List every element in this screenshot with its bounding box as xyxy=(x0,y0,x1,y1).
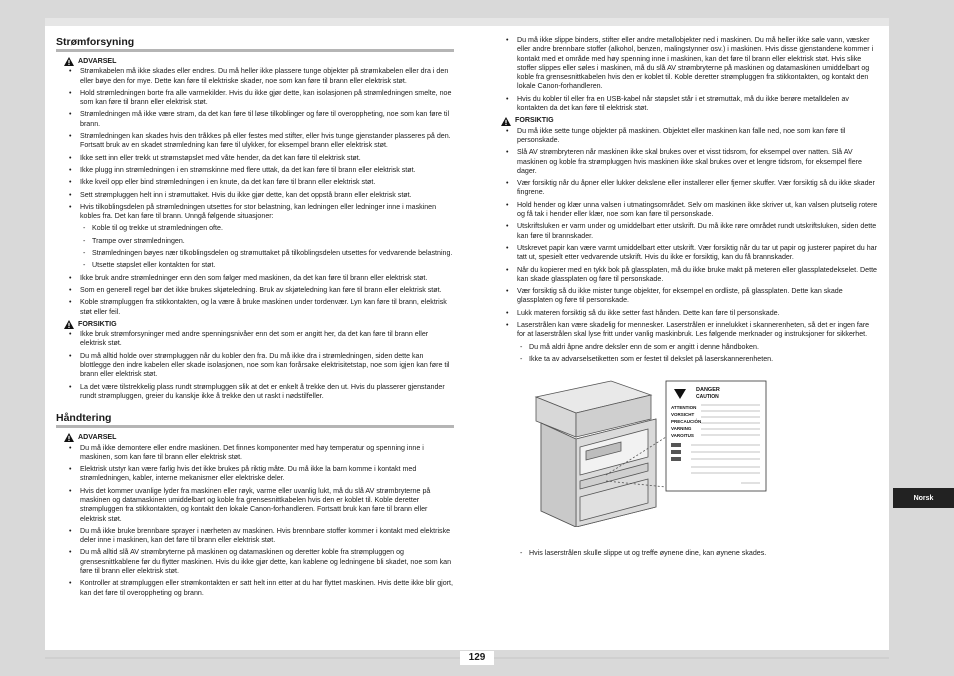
list-item: • Vær forsiktig så du ikke mister tunge objekter, for eksempel en ordliste, på glassplaten. Dette kan skade glassplaten og føre til personskade. xyxy=(493,287,879,306)
list-item: • Ikke kveil opp eller bind strømledningen i en knute, da det kan føre til brann eller elektrisk støt. xyxy=(56,178,454,187)
list-item: • Utskrevet papir kan være varmt umiddelbart etter utskrift. Vær forsiktig når du tar ut papir og justerer papiret du har tatt ut, spesielt etter vedvarende utskrift. Hvis du ikke er forsiktig, kan du få brannskader. xyxy=(493,244,879,263)
printer-label-illustration xyxy=(516,377,768,527)
warning-label: ADVARSEL xyxy=(78,57,117,65)
list-item: • Du må ikke sette tunge objekter på maskinen. Objektet eller maskinen kan falle ned, noe som kan føre til personskade. xyxy=(493,127,879,146)
label-line: VORSICHT xyxy=(671,412,695,418)
list-item: • Hvis du kobler til eller fra en USB-kabel når støpslet står i et strømuttak, må du ikke berøre metalldelen av kontakten da det kan føre til elektrisk støt. xyxy=(493,95,879,114)
sub-list-item: - Hvis laserstrålen skulle slippe ut og treffe øynene dine, kan øynene skades. xyxy=(493,549,879,558)
warning-header xyxy=(64,433,454,442)
list-item: • La det være tilstrekkelig plass rundt strømpluggen slik at det er enkelt å trekke den ut. Hvis du plasserer gjenstander rundt strømpluggen, greier du kanskje ikke å trekke den ut raskt i nødstilfeller. xyxy=(56,383,454,402)
caution-label: FORSIKTIG xyxy=(515,116,554,125)
list-item: • Ikke bruk andre strømledninger enn den som følger med maskinen, da det kan føre til brann eller elektrisk støt. xyxy=(56,274,454,283)
list-item: • Hold strømledningen borte fra alle varmekilder. Hvis du ikke gjør dette, kan isolasjonen på strømledningen smelte, noe som kan føre til brann eller elektrisk støt. xyxy=(56,89,454,108)
caution-header xyxy=(64,320,454,329)
list-item: • Laserstrålen kan være skadelig for mennesker. Laserstrålen er innelukket i skannerenheten, så det er ingen fare for at laserstrålen skal lyse fritt under vanlig maskinbruk. Les følgende merknader og instruksjoner for sikkerhet. xyxy=(493,321,879,340)
label-line: ATTENTION xyxy=(671,405,697,411)
label-line: VARNING xyxy=(671,426,692,432)
warning-header xyxy=(64,57,454,66)
sub-list-item: - Koble til og trekke ut strømledningen ofte. xyxy=(56,224,454,233)
caution-header xyxy=(501,116,879,125)
caution-list xyxy=(56,330,454,401)
warning-list xyxy=(56,67,454,317)
warning-list-continued xyxy=(493,36,879,113)
caution-triangle-icon xyxy=(64,320,74,329)
sub-list-item: - Ikke ta av advarselsetiketten som er festet til dekslet på laserskannerenheten. xyxy=(493,355,879,364)
list-item: • Ikke plugg inn strømledningen i en strømskinne med flere uttak, da det kan føre til brann eller elektrisk støt. xyxy=(56,166,454,175)
list-item: • Utskriftsluken er varm under og umiddelbart etter utskrift. Du må ikke røre området rundt utskriftsluken, siden dette kan føre til brannskader. xyxy=(493,222,879,241)
list-item: • Koble strømpluggen fra stikkontakten, og la være å bruke maskinen under tordenvær. Lyn kan føre til brann, elektrisk støt eller feil. xyxy=(56,298,454,317)
section-title-handling: Håndtering xyxy=(56,412,454,428)
list-item: • Slå AV strømbryteren når maskinen ikke skal brukes over et visst tidsrom, for eksempel over natten. Slå AV maskinen og koble fra strømpluggen hvis maskinen ikke skal brukes over et lengre tidsrom, for eksempel flere dager. xyxy=(493,148,879,176)
section-title-power: Strømforsyning xyxy=(56,36,454,52)
list-item: • Lukk materen forsiktig så du ikke setter fast hånden. Dette kan føre til personskade. xyxy=(493,309,879,318)
list-item: • Strømledningen kan skades hvis den tråkkes på eller festes med stifter, eller hvis tunge gjenstander plasseres på den. Fortsatt bruk av en skadet strømledning kan føre til ulykker, for eksempel brann eller elektrisk støt. xyxy=(56,132,454,151)
list-item: • Strømkabelen må ikke skades eller endres. Du må heller ikke plassere tunge objekter på strømkabelen eller dra i den eller bøye den for mye. Dette kan føre til elektriske skader, noe som kan føre til brann eller elektrisk støt. xyxy=(56,67,454,86)
list-item: • Når du kopierer med en tykk bok på glassplaten, må du ikke bruke makt på meteren eller glassplatedekselet. Dette kan skade glassplaten og føre til personskade. xyxy=(493,266,879,285)
list-item: • Vær forsiktig når du åpner eller lukker dekslene eller installerer eller fjerner skuffer. Vær forsiktig så du ikke skader fingrene. xyxy=(493,179,879,198)
label-line: VAROITUS xyxy=(671,433,694,439)
list-item: • Sett strømpluggen helt inn i strømuttaket. Hvis du ikke gjør dette, kan det oppstå brann eller elektrisk støt. xyxy=(56,191,454,200)
page-number: 129 xyxy=(460,651,494,665)
after-image-list xyxy=(493,549,879,558)
list-item: • Hold hender og klær unna valsen i utmatingsområdet. Selv om maskinen ikke skriver ut, kan valsen plutselig rotere og få tak i hender eller klær, noe som kan føre til personskade. xyxy=(493,201,879,220)
manual-page xyxy=(45,26,889,650)
label-line: DANGER xyxy=(696,387,720,394)
sub-list-item: - Strømledningen bøyes nær tilkoblingsdelen og strømuttaket på tilkoblingsdelen utsettes for vedvarende belastning. xyxy=(56,249,454,258)
list-item: • Som en generell regel bør det ikke brukes skjøteledning. Bruk av skjøteledning kan føre til brann eller elektrisk støt. xyxy=(56,286,454,295)
list-item: • Kontroller at strømpluggen eller strømkontakten er satt helt inn etter at du har flyttet maskinen. Hvis dette ikke blir gjort, kan det føre til overoppheting og brann. xyxy=(56,579,454,598)
list-item: • Ikke bruk strømforsyninger med andre spenningsnivåer enn det som er angitt her, da det kan føre til brann eller elektrisk støt. xyxy=(56,330,454,349)
caution-list xyxy=(493,127,879,365)
warning-triangle-icon xyxy=(64,57,74,66)
language-tab[interactable]: Norsk xyxy=(893,488,954,508)
list-item: • Ikke sett inn eller trekk ut strømstøpslet med våte hender, da det kan føre til elektrisk støt. xyxy=(56,154,454,163)
top-bar xyxy=(45,18,889,26)
warning-label: ADVARSEL xyxy=(78,433,117,442)
label-line: CAUTION xyxy=(696,394,719,401)
printer-drawing xyxy=(536,381,766,527)
list-item: • Hvis tilkoblingsdelen på strømledningen utsettes for stor belastning, kan ledningen eller ledninger inne i maskinen kobles fra. Det kan føre til brann. Unngå følgende situasjoner: xyxy=(56,203,454,222)
list-item: • Strømledningen må ikke være stram, da det kan føre til løse tilkoblinger og føre til overoppheting, noe som kan føre til brann. xyxy=(56,110,454,129)
sub-list-item: - Trampe over strømledningen. xyxy=(56,237,454,246)
warning-list xyxy=(56,444,454,598)
caution-triangle-icon xyxy=(501,117,511,126)
warning-triangle-icon xyxy=(64,433,74,442)
list-item: • Hvis det kommer uvanlige lyder fra maskinen eller røyk, varme eller uvanlig lukt, må du slå AV strømbryterne på maskinen og datamaskinen umiddelbart og koble fra grensesnittkabelen hvis den er koblet til. Koble deretter strømpluggen fra stikkontakten, og kontakt den lokale Canon-forhandleren. Fortsatt bruk kan føre til brann eller elektrisk støt. xyxy=(56,487,454,524)
label-line: PRECAUCIÓN xyxy=(671,419,702,425)
list-item: • Du må ikke bruke brennbare sprayer i nærheten av maskinen. Hvis brennbare stoffer kommer i kontakt med elektriske deler inne i maskinen, kan det føre til brann eller elektrisk støt. xyxy=(56,527,454,546)
list-item: • Du må ikke demontere eller endre maskinen. Det finnes komponenter med høy temperatur og spenning inne i maskinen, som kan føre til brann eller elektrisk støt. xyxy=(56,444,454,463)
list-item: • Du må alltid holde over strømpluggen når du kobler den fra. Du må ikke dra i strømledningen, siden dette kan blottlegge den indre kabelen eller skade isolasjonen, noe som kan forårsake elektrisitetstap, noe som igjen kan føre til brann eller elektrisk støt. xyxy=(56,352,454,380)
caution-label: FORSIKTIG xyxy=(78,319,117,328)
list-item: • Du må alltid slå AV strømbryterne på maskinen og datamaskinen og deretter koble fra strømpluggen og grensesnittkablene før du flytter maskinen. Hvis du ikke gjør dette, kan kablene og ledningene bli skadet, noe som kan føre til brann eller elektrisk støt. xyxy=(56,548,454,576)
list-item: • Elektrisk utstyr kan være farlig hvis det ikke brukes på riktig måte. Du må ikke la barn komme i kontakt med strømledningen, kabler, interne mekanismer eller elektriske deler. xyxy=(56,465,454,484)
list-item: • Du må ikke slippe binders, stifter eller andre metallobjekter ned i maskinen. Du må heller ikke søle vann, væsker eller andre brennbare stoffer (alkohol, benzen, malingstynner osv.) i maskinen. Hvis disse gjenstandene kommer i kontakt med et område med høy spenning inne i maskinen, kan det føre til brann eller elektrisk støt. Hvis slike stoffer slippes eller søles i maskinen, må du slå AV strømbryterne på maskinen og datamaskinen umiddelbart og koble fra grensesnittkabelen hvis den er koblet til. Koble deretter strømpluggen fra stikkontakten, og kontakt den lokale Canon-forhandleren. xyxy=(493,36,879,92)
left-column xyxy=(56,36,454,601)
right-column xyxy=(493,36,879,561)
sub-list-item: - Du må aldri åpne andre deksler enn de som er angitt i denne håndboken. xyxy=(493,343,879,352)
sub-list-item: - Utsette støpslet eller kontakten for støt. xyxy=(56,261,454,270)
